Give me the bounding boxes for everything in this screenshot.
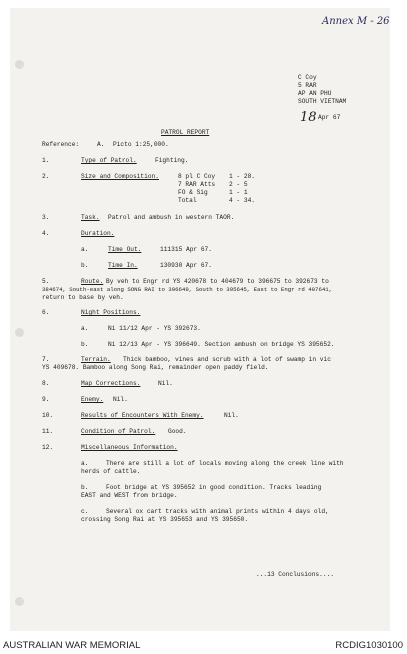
composition-name: Total [178,197,197,204]
section-heading: Task. [81,214,100,221]
composition-value: 1 - 28. [229,173,255,180]
section-heading: Route. [81,278,104,285]
terrain-line: Thick bamboo, vines and scrub with a lot of swamp in vic [123,356,331,363]
composition-name: 8 pl C Coy [178,173,216,180]
header-line: 5 RAR [298,82,317,89]
section-heading: Condition of Patrol. [81,428,156,435]
route-line: return to base by veh. [42,294,124,301]
section-value: Nil. [113,396,128,403]
section-number: 4. [42,230,50,237]
item-letter: c. [81,508,89,515]
punch-hole [15,60,24,69]
section-value: Good. [168,428,187,435]
header-line: AP AN PHU [298,90,332,97]
section-heading: Map Corrections. [81,380,141,387]
section-number: 1. [42,157,50,164]
continuation-note: ...13 Conclusions.... [256,571,334,578]
composition-value: 4 - 34. [229,197,255,204]
item-letter: a. [81,325,89,332]
header-line: C Coy [298,74,317,81]
route-line: By veh to Engr rd YS 420678 to 404679 to 396675 to 392673 to [106,278,329,285]
item-text: Ni 12/13 Apr - YS 396649. Section ambush on bridge YS 395652. [108,341,335,348]
footer-id: RCDIG1030100 [335,640,403,651]
item-value: 130930 Apr 67. [160,262,212,269]
footer-source: AUSTRALIAN WAR MEMORIAL [3,640,141,651]
handwritten-day: 18 [300,110,317,125]
section-number: 7. [42,356,50,363]
punch-hole [15,328,24,337]
section-heading: Terrain. [81,356,111,363]
section-value: Fighting. [155,157,189,164]
section-heading: Size and Composition. [81,173,159,180]
annex-annotation: Annex M - 26 [322,16,390,27]
composition-value: 1 - 1 [229,189,248,196]
item-heading: Time Out. [108,246,142,253]
terrain-line: YS 409678. Bamboo along Song Rai, remainder open paddy field. [42,364,269,371]
section-number: 2. [42,173,50,180]
footer-bar [0,634,407,654]
item-heading: Time In. [108,262,138,269]
header-date: Apr 67 [318,114,341,121]
document-title: PATROL REPORT [161,129,210,136]
section-heading: Duration. [81,230,115,237]
item-letter: a. [81,246,89,253]
section-number: 10. [42,412,54,419]
section-number: 5. [42,278,50,285]
section-number: 3. [42,214,50,221]
reference-letter: A. [97,141,105,148]
item-letter: b. [81,484,89,491]
section-heading: Enemy. [81,396,104,403]
header-line: SOUTH VIETNAM [298,98,347,105]
section-heading: Night Positions. [81,309,141,316]
item-letter: a. [81,460,89,467]
item-text: Foot bridge at YS 395652 in good condition. Tracks leading [106,484,322,491]
item-text: Several ox cart tracks with animal prints within 4 days old, [106,508,329,515]
item-text: Ni 11/12 Apr - YS 392673. [108,325,201,332]
item-value: 111315 Apr 67. [160,246,212,253]
section-value: Nil. [224,412,239,419]
composition-name: FO & Sig [178,189,208,196]
punch-hole [15,597,24,606]
reference-text: Picto 1:25,000. [113,141,169,148]
section-heading: Miscellaneous Information. [81,444,178,451]
section-number: 11. [42,428,54,435]
section-number: 8. [42,380,50,387]
item-letter: b. [81,262,89,269]
section-value: Nil. [158,380,173,387]
item-text: herds of cattle. [81,468,141,475]
section-number: 9. [42,396,50,403]
item-text: There are still a lot of locals moving along the creek line with [106,460,344,467]
section-value: Patrol and ambush in western TAOR. [108,214,235,221]
reference-label: Reference: [42,141,80,148]
route-line: 384674, South-east along SONG RAI to 396649, South to 395645, East to Engr rd 407641, [42,286,333,293]
composition-name: 7 RAR Atts [178,181,216,188]
section-heading: Results of Encounters With Enemy. [81,412,204,419]
section-number: 12. [42,444,54,451]
item-letter: b. [81,341,89,348]
section-heading: Type of Patrol. [81,157,137,164]
item-text: crossing Song Rai at YS 395653 and YS 395650. [81,516,249,523]
section-number: 6. [42,309,50,316]
composition-value: 2 - 5 [229,181,248,188]
item-text: EAST and WEST from bridge. [81,492,178,499]
